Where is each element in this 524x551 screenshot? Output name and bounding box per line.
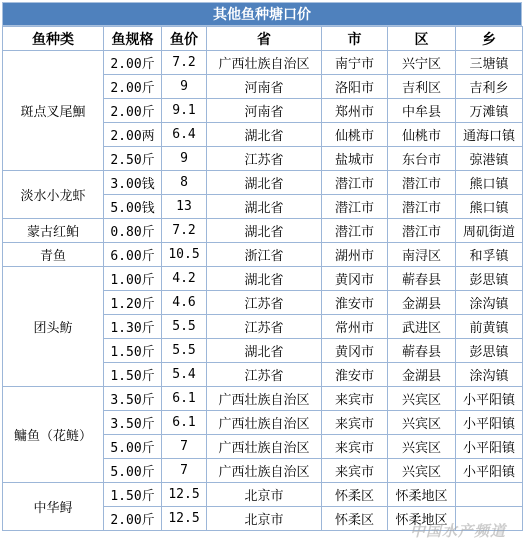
city-cell: 潜江市 (322, 195, 388, 219)
province-cell: 江苏省 (207, 363, 322, 387)
header-species: 鱼种类 (3, 27, 104, 51)
city-cell: 怀柔区 (322, 483, 388, 507)
town-cell: 彭思镇 (456, 339, 523, 363)
district-cell: 潜江市 (388, 195, 456, 219)
spec-cell: 0.80斤 (104, 219, 162, 243)
price-cell: 7.2 (162, 219, 207, 243)
spec-cell: 2.00斤 (104, 507, 162, 531)
price-cell: 13 (162, 195, 207, 219)
district-cell: 兴宾区 (388, 387, 456, 411)
spec-cell: 5.00钱 (104, 195, 162, 219)
city-cell: 南宁市 (322, 51, 388, 75)
species-cell: 中华鲟 (3, 483, 104, 531)
spec-cell: 3.50斤 (104, 411, 162, 435)
price-cell: 5.5 (162, 315, 207, 339)
header-province: 省 (207, 27, 322, 51)
price-cell: 8 (162, 171, 207, 195)
spec-cell: 3.00钱 (104, 171, 162, 195)
spec-cell: 6.00斤 (104, 243, 162, 267)
town-cell (456, 507, 523, 531)
price-cell: 5.5 (162, 339, 207, 363)
town-cell: 弶港镇 (456, 147, 523, 171)
table-row (3, 219, 523, 243)
species-cell: 鳙鱼（花鲢） (3, 387, 104, 483)
province-cell: 湖北省 (207, 267, 322, 291)
species-cell: 淡水小龙虾 (3, 171, 104, 219)
province-cell: 江苏省 (207, 147, 322, 171)
district-cell: 金湖县 (388, 291, 456, 315)
city-cell: 黄冈市 (322, 267, 388, 291)
spec-cell: 2.00斤 (104, 51, 162, 75)
city-cell: 来宾市 (322, 459, 388, 483)
spec-cell: 1.50斤 (104, 339, 162, 363)
city-cell: 黄冈市 (322, 339, 388, 363)
district-cell: 怀柔地区 (388, 483, 456, 507)
town-cell: 前黄镇 (456, 315, 523, 339)
town-cell: 小平阳镇 (456, 459, 523, 483)
header-town: 乡 (456, 27, 523, 51)
price-cell: 6.4 (162, 123, 207, 147)
province-cell: 广西壮族自治区 (207, 51, 322, 75)
header-price: 鱼价 (162, 27, 207, 51)
town-cell: 吉利乡 (456, 75, 523, 99)
spec-cell: 2.00斤 (104, 99, 162, 123)
province-cell: 浙江省 (207, 243, 322, 267)
province-cell: 湖北省 (207, 171, 322, 195)
price-cell: 7 (162, 459, 207, 483)
table-row (3, 483, 523, 507)
city-cell: 淮安市 (322, 291, 388, 315)
spec-cell: 1.00斤 (104, 267, 162, 291)
spec-cell: 5.00斤 (104, 459, 162, 483)
province-cell: 北京市 (207, 483, 322, 507)
district-cell: 中牟县 (388, 99, 456, 123)
table-title: 其他鱼种塘口价 (2, 2, 522, 26)
district-cell: 金湖县 (388, 363, 456, 387)
species-cell: 青鱼 (3, 243, 104, 267)
table-row (3, 51, 523, 75)
spec-cell: 1.20斤 (104, 291, 162, 315)
price-cell: 9 (162, 75, 207, 99)
species-cell: 蒙古红鲌 (3, 219, 104, 243)
district-cell: 兴宁区 (388, 51, 456, 75)
spec-cell: 3.50斤 (104, 387, 162, 411)
city-cell: 来宾市 (322, 387, 388, 411)
spec-cell: 2.50斤 (104, 147, 162, 171)
city-cell: 洛阳市 (322, 75, 388, 99)
province-cell: 广西壮族自治区 (207, 387, 322, 411)
table-row (3, 243, 523, 267)
province-cell: 河南省 (207, 99, 322, 123)
price-cell: 9 (162, 147, 207, 171)
city-cell: 潜江市 (322, 219, 388, 243)
spec-cell: 2.00两 (104, 123, 162, 147)
district-cell: 兴宾区 (388, 435, 456, 459)
header-district: 区 (388, 27, 456, 51)
town-cell: 小平阳镇 (456, 411, 523, 435)
province-cell: 广西壮族自治区 (207, 459, 322, 483)
town-cell: 熊口镇 (456, 171, 523, 195)
district-cell: 兴宾区 (388, 411, 456, 435)
town-cell (456, 483, 523, 507)
table-body (3, 51, 523, 531)
header-spec: 鱼规格 (104, 27, 162, 51)
spec-cell: 1.30斤 (104, 315, 162, 339)
town-cell: 三塘镇 (456, 51, 523, 75)
district-cell: 南浔区 (388, 243, 456, 267)
province-cell: 湖北省 (207, 123, 322, 147)
price-cell: 9.1 (162, 99, 207, 123)
district-cell: 怀柔地区 (388, 507, 456, 531)
town-cell: 和孚镇 (456, 243, 523, 267)
spec-cell: 5.00斤 (104, 435, 162, 459)
province-cell: 北京市 (207, 507, 322, 531)
city-cell: 常州市 (322, 315, 388, 339)
town-cell: 周矶街道 (456, 219, 523, 243)
district-cell: 吉利区 (388, 75, 456, 99)
district-cell: 潜江市 (388, 171, 456, 195)
province-cell: 江苏省 (207, 315, 322, 339)
district-cell: 武进区 (388, 315, 456, 339)
table-row (3, 267, 523, 291)
town-cell: 小平阳镇 (456, 435, 523, 459)
price-cell: 12.5 (162, 483, 207, 507)
price-cell: 7.2 (162, 51, 207, 75)
table-row (3, 171, 523, 195)
district-cell: 蕲春县 (388, 339, 456, 363)
city-cell: 仙桃市 (322, 123, 388, 147)
town-cell: 通海口镇 (456, 123, 523, 147)
spec-cell: 1.50斤 (104, 483, 162, 507)
province-cell: 河南省 (207, 75, 322, 99)
province-cell: 湖北省 (207, 219, 322, 243)
spec-cell: 2.00斤 (104, 75, 162, 99)
header-row (3, 27, 523, 51)
price-cell: 4.6 (162, 291, 207, 315)
city-cell: 来宾市 (322, 435, 388, 459)
price-cell: 6.1 (162, 387, 207, 411)
price-cell: 5.4 (162, 363, 207, 387)
species-cell: 团头鲂 (3, 267, 104, 387)
province-cell: 湖北省 (207, 195, 322, 219)
district-cell: 东台市 (388, 147, 456, 171)
city-cell: 淮安市 (322, 363, 388, 387)
spec-cell: 1.50斤 (104, 363, 162, 387)
town-cell: 涂沟镇 (456, 363, 523, 387)
city-cell: 郑州市 (322, 99, 388, 123)
province-cell: 湖北省 (207, 339, 322, 363)
price-cell: 6.1 (162, 411, 207, 435)
city-cell: 湖州市 (322, 243, 388, 267)
district-cell: 仙桃市 (388, 123, 456, 147)
price-cell: 10.5 (162, 243, 207, 267)
watermark: 中国水产频道 (409, 522, 506, 540)
province-cell: 广西壮族自治区 (207, 435, 322, 459)
city-cell: 来宾市 (322, 411, 388, 435)
price-table (2, 26, 523, 531)
header-city: 市 (322, 27, 388, 51)
province-cell: 江苏省 (207, 291, 322, 315)
price-cell: 7 (162, 435, 207, 459)
city-cell: 潜江市 (322, 171, 388, 195)
town-cell: 小平阳镇 (456, 387, 523, 411)
city-cell: 怀柔区 (322, 507, 388, 531)
town-cell: 涂沟镇 (456, 291, 523, 315)
price-table-container (2, 2, 522, 531)
table-row (3, 387, 523, 411)
price-cell: 4.2 (162, 267, 207, 291)
town-cell: 万滩镇 (456, 99, 523, 123)
price-cell: 12.5 (162, 507, 207, 531)
city-cell: 盐城市 (322, 147, 388, 171)
province-cell: 广西壮族自治区 (207, 411, 322, 435)
species-cell: 斑点叉尾鮰 (3, 51, 104, 171)
district-cell: 蕲春县 (388, 267, 456, 291)
town-cell: 熊口镇 (456, 195, 523, 219)
district-cell: 潜江市 (388, 219, 456, 243)
district-cell: 兴宾区 (388, 459, 456, 483)
town-cell: 彭思镇 (456, 267, 523, 291)
